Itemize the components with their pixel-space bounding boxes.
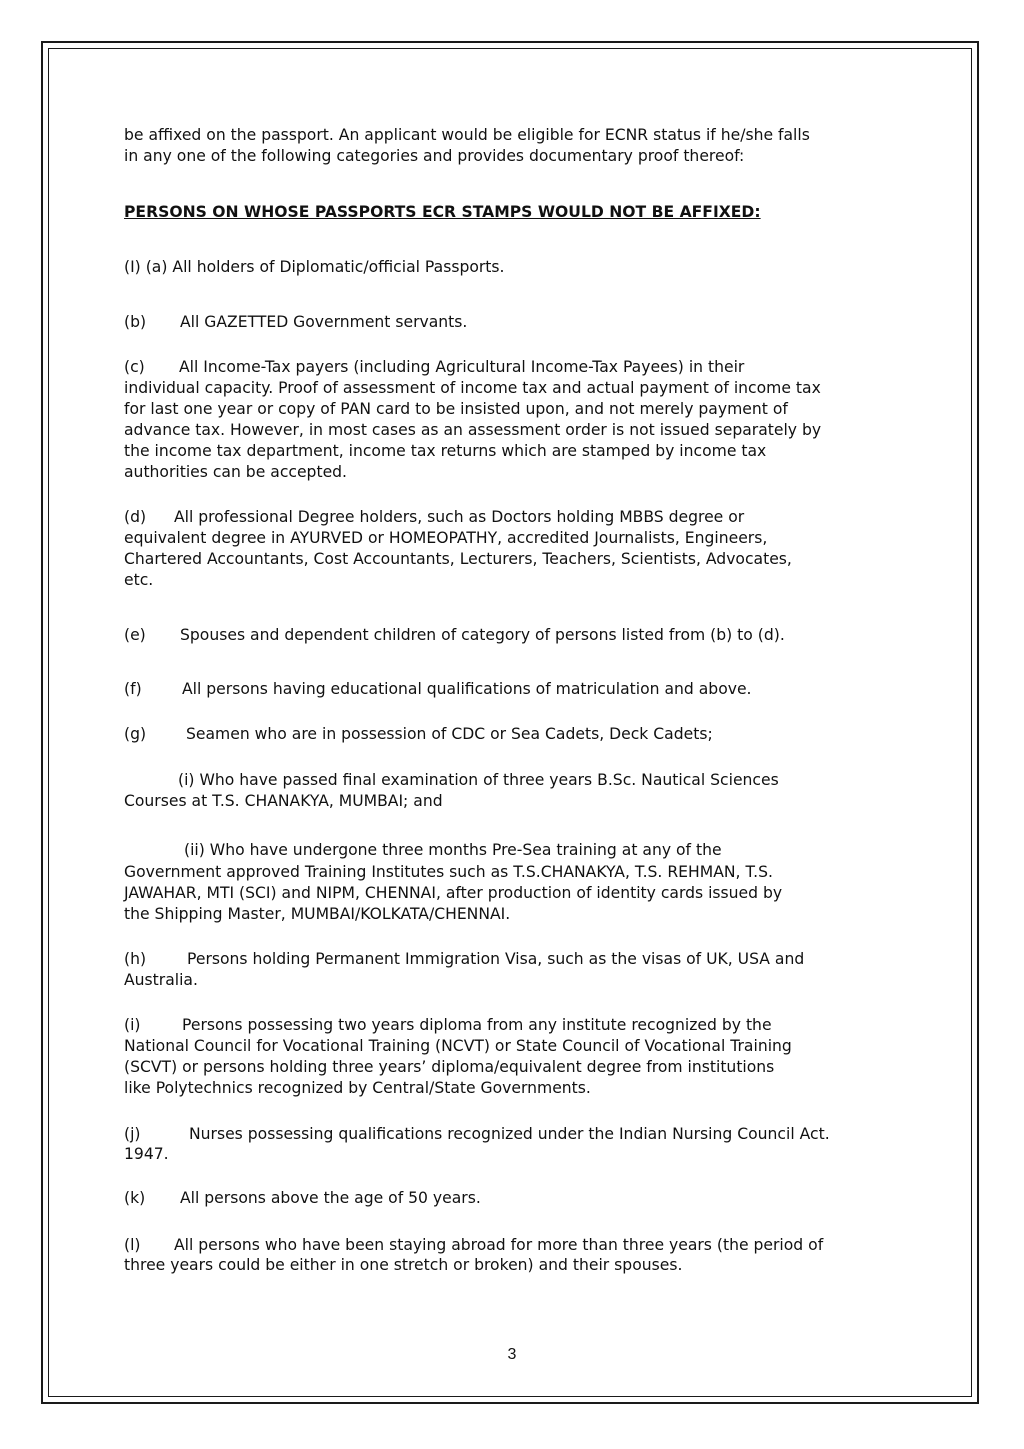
item-k xyxy=(124,1188,904,1209)
item-l-label: (l) xyxy=(124,1236,141,1254)
item-d-line-2: equivalent degree in AYURVED or HOMEOPATHY, accredited Journalists, Engineers, xyxy=(124,529,768,547)
item-j-line-1 xyxy=(124,1124,904,1145)
item-i-line-2: National Council for Vocational Training (NCVT) or State Council of Vocational Training xyxy=(124,1037,792,1055)
item-l-line-1 xyxy=(124,1235,904,1256)
item-h-line-1 xyxy=(124,949,904,970)
item-d-text: All professional Degree holders, such as Doctors holding MBBS degree or xyxy=(174,508,745,526)
intro-line-2: in any one of the following categories and provides documentary proof thereof: xyxy=(124,147,745,165)
item-f-label: (f) xyxy=(124,680,142,698)
item-a-label: (I) (a) xyxy=(124,258,168,276)
section-heading: PERSONS ON WHOSE PASSPORTS ECR STAMPS WOULD NOT BE AFFIXED: xyxy=(124,203,761,221)
item-c-line-6: authorities can be accepted. xyxy=(124,463,348,481)
item-g-ii-line-2: Government approved Training Institutes such as T.S.CHANAKYA, T.S. REHMAN, T.S. xyxy=(124,863,773,881)
item-j-text: Nurses possessing qualifications recognized under the Indian Nursing Council Act. xyxy=(189,1125,830,1143)
item-k-label: (k) xyxy=(124,1189,146,1207)
item-g-ii-line-1: (ii) Who have undergone three months Pre-Sea training at any of the xyxy=(184,841,722,859)
item-g xyxy=(124,724,904,745)
item-g-ii-line-3: JAWAHAR, MTI (SCI) and NIPM, CHENNAI, after production of identity cards issued by xyxy=(124,884,783,902)
item-h-label: (h) xyxy=(124,950,147,968)
item-d-line-3: Chartered Accountants, Cost Accountants, Lecturers, Teachers, Scientists, Advocates, xyxy=(124,550,792,568)
item-f-text: All persons having educational qualifications of matriculation and above. xyxy=(182,680,752,698)
item-j-line-2: 1947. xyxy=(124,1145,169,1163)
page-number: 3 xyxy=(507,1346,517,1363)
item-e xyxy=(124,625,904,646)
item-b xyxy=(124,312,904,333)
item-i-label: (i) xyxy=(124,1016,141,1034)
item-c-line-4: advance tax. However, in most cases as an assessment order is not issued separately by xyxy=(124,421,822,439)
item-k-text: All persons above the age of 50 years. xyxy=(180,1189,481,1207)
item-c-line-3: for last one year or copy of PAN card to be insisted upon, and not merely payment of xyxy=(124,400,788,418)
item-e-label: (e) xyxy=(124,626,146,644)
item-i-text: Persons possessing two years diploma from any institute recognized by the xyxy=(182,1016,772,1034)
item-g-i-line-2: Courses at T.S. CHANAKYA, MUMBAI; and xyxy=(124,792,443,810)
item-i-line-1 xyxy=(124,1015,904,1036)
item-h-text: Persons holding Permanent Immigration Visa, such as the visas of UK, USA and xyxy=(187,950,805,968)
item-c-label: (c) xyxy=(124,358,145,376)
item-f xyxy=(124,679,904,700)
item-d-label: (d) xyxy=(124,508,147,526)
item-l-text: All persons who have been staying abroad for more than three years (the period of xyxy=(174,1236,824,1254)
item-g-i-line-1: (i) Who have passed final examination of three years B.Sc. Nautical Sciences xyxy=(178,771,779,789)
item-a xyxy=(124,257,904,278)
item-j-label: (j) xyxy=(124,1125,141,1143)
item-l-line-2: three years could be either in one stretch or broken) and their spouses. xyxy=(124,1256,683,1274)
item-a-text: All holders of Diplomatic/official Passports. xyxy=(172,258,505,276)
item-g-ii-line-4: the Shipping Master, MUMBAI/KOLKATA/CHENNAI. xyxy=(124,905,511,923)
item-g-label: (g) xyxy=(124,725,147,743)
item-g-text: Seamen who are in possession of CDC or Sea Cadets, Deck Cadets; xyxy=(186,725,713,743)
item-b-label: (b) xyxy=(124,313,147,331)
item-i-line-4: like Polytechnics recognized by Central/State Governments. xyxy=(124,1079,591,1097)
item-i-line-3: (SCVT) or persons holding three years’ diploma/equivalent degree from institutions xyxy=(124,1058,775,1076)
item-c-line-1 xyxy=(124,357,904,378)
item-h-line-2: Australia. xyxy=(124,971,198,989)
item-b-text: All GAZETTED Government servants. xyxy=(180,313,468,331)
item-d-line-1 xyxy=(124,507,904,528)
item-d-line-4: etc. xyxy=(124,571,154,589)
item-c-text: All Income-Tax payers (including Agricultural Income-Tax Payees) in their xyxy=(179,358,745,376)
item-e-text: Spouses and dependent children of category of persons listed from (b) to (d). xyxy=(180,626,785,644)
item-c-line-2: individual capacity. Proof of assessment of income tax and actual payment of income tax xyxy=(124,379,821,397)
item-c-line-5: the income tax department, income tax returns which are stamped by income tax xyxy=(124,442,767,460)
intro-line-1: be affixed on the passport. An applicant would be eligible for ECNR status if he/she falls xyxy=(124,126,810,144)
